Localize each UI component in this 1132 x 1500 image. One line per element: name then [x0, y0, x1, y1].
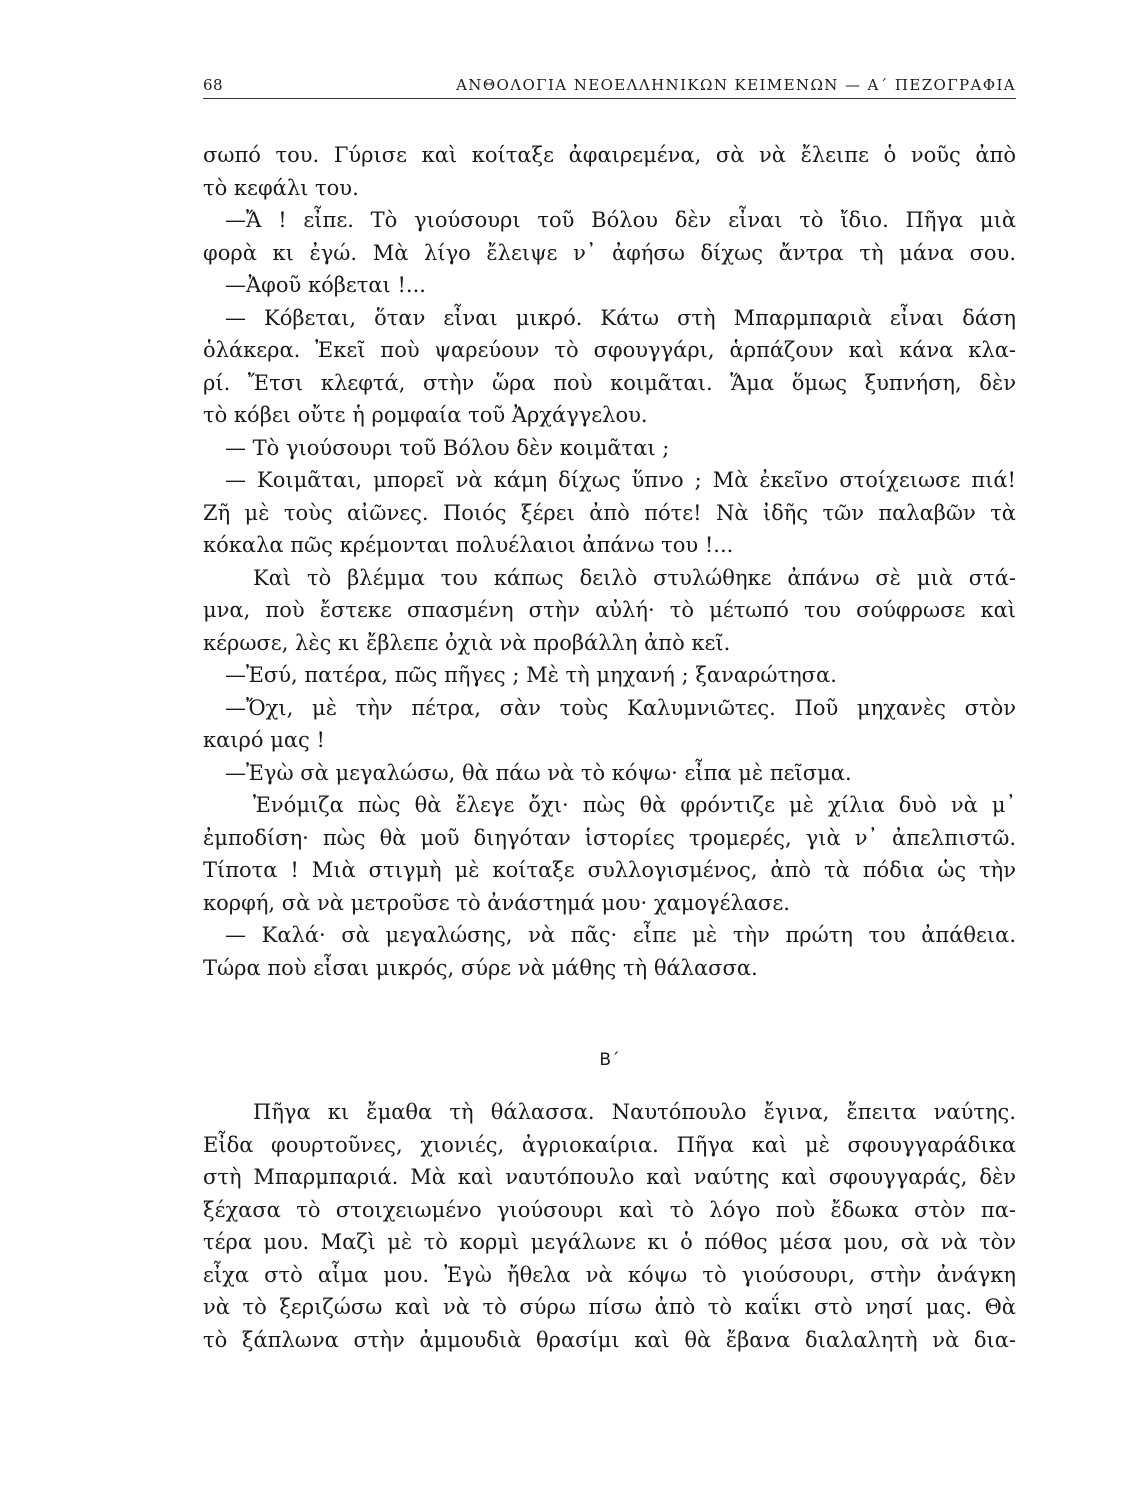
text-line: —Ἐγὼ σὰ μεγαλώσω, θὰ πάω νὰ τὸ κόψω· εἶπα μὲ πεῖσμα.	[225, 760, 852, 785]
text-line: τέρα μου. Μαζὶ μὲ τὸ κορμὶ μεγάλωνε κι ὁ πόθος μέσα μου, σὰ νὰ τὸν	[203, 1230, 1016, 1254]
text-line: ρί. Ἔτσι κλεφτά, στὴν ὥρα ποὺ κοιμᾶται. Ἅμα ὅμως ξυπνήση, δὲν	[203, 370, 1016, 395]
text-line: ὁλάκερα. Ἐκεῖ ποὺ ψαρεύουν τὸ σφουγγάρι, ἁρπάζουν καὶ κάνα κλα-	[203, 338, 1016, 362]
text-line: ἐμποδίση· πὼς θὰ μοῦ διηγόταν ἱστορίες τρομερές, γιὰ ν᾿ ἀπελπιστῶ.	[203, 825, 1016, 850]
text-line: Καὶ τὸ βλέμμα του κάπως δειλὸ στυλώθηκε ἀπάνω σὲ μιὰ στά-	[253, 565, 1016, 590]
text-line: σωπό του. Γύρισε καὶ κοίταξε ἀφαιρεμένα, σὰ νὰ ἔλειπε ὁ νοῦς ἀπὸ	[203, 143, 1016, 167]
text-line: —Ἀφοῦ κόβεται !...	[225, 273, 426, 297]
page-header	[203, 76, 1016, 99]
text-line: — Κόβεται, ὅταν εἶναι μικρό. Κάτω στὴ Μπαρμπαριὰ εἶναι δάση	[225, 305, 1016, 330]
text-line: ξέχασα τὸ στοιχειωμένο γιούσουρι καὶ τὸ λόγο ποὺ ἔδωκα στὸν πα-	[203, 1197, 1016, 1222]
text-line: Ζῆ μὲ τοὺς αἰῶνες. Ποιός ξέρει ἀπὸ πότε! Νὰ ἰδῆς τῶν παλαβῶν τὰ	[203, 500, 1016, 525]
text-line: τὸ κεφάλι του.	[203, 175, 359, 200]
text-line: — Καλά· σὰ μεγαλώσης, νὰ πᾶς· εἶπε μὲ τὴν πρώτη του ἀπάθεια.	[225, 923, 1016, 947]
text-line: —Ἄ ! εἶπε. Τὸ γιούσουρι τοῦ Βόλου δὲν εἶναι τὸ ἴδιο. Πῆγα μιὰ	[225, 208, 1016, 232]
text-line: μνα, ποὺ ἔστεκε σπασμένη στὴν αὐλή· τὸ μέτωπό του σούφρωσε καὶ	[203, 598, 1016, 622]
text-line: τὸ ξάπλωνα στὴν ἀμμουδιὰ θρασίμι καὶ θὰ ἔβανα διαλαλητὴ νὰ δια-	[203, 1327, 1016, 1352]
text-line: Ἐνόμιζα πὼς θὰ ἔλεγε ὄχι· πὼς θὰ φρόντιζε μὲ χίλια δυὸ νὰ μ᾿	[253, 793, 1016, 817]
section-heading: Β΄	[599, 1050, 620, 1070]
text-line: φορὰ κι ἐγώ. Μὰ λίγο ἔλειψε ν᾿ ἀφήσω δίχως ἄντρα τὴ μάνα σου.	[203, 240, 1016, 265]
text-line: τὸ κόβει οὔτε ἡ ρομφαία τοῦ Ἀρχάγγελου.	[203, 403, 648, 427]
text-line: Εἶδα φουρτοῦνες, χιονιές, ἀγριοκαίρια. Πῆγα καὶ μὲ σφουγγαράδικα	[203, 1132, 1016, 1157]
section-b-text	[203, 1096, 1016, 1356]
text-line: Πῆγα κι ἔμαθα τὴ θάλασσα. Ναυτόπουλο ἔγινα, ἔπειτα ναύτης.	[253, 1100, 1016, 1124]
text-line: Τώρα ποὺ εἶσαι μικρός, σύρε νὰ μάθης τὴ θάλασσα.	[203, 955, 758, 980]
text-line: κορφή, σὰ νὰ μετροῦσε τὸ ἀνάστημά μου· χαμογέλασε.	[203, 890, 790, 915]
text-line: —Ἐσύ, πατέρα, πῶς πῆγες ; Μὲ τὴ μηχανή ; ξαναρώτησα.	[225, 663, 837, 687]
section-a-text	[203, 139, 1016, 984]
page-number: 68	[203, 76, 224, 94]
text-line: κέρωσε, λὲς κι ἔβλεπε ὀχιὰ νὰ προβάλλη ἀπὸ κεῖ.	[203, 630, 731, 655]
text-line: εἶχα στὸ αἷμα μου. Ἐγὼ ἤθελα νὰ κόψω τὸ γιούσουρι, στὴν ἀνάγκη	[203, 1262, 1016, 1287]
text-line: —Ὄχι, μὲ τὴν πέτρα, σὰν τοὺς Καλυμνιῶτες. Ποῦ μηχανὲς στὸν	[225, 695, 1016, 720]
text-line: καιρό μας !	[203, 728, 325, 752]
running-title: ΑΝΘΟΛΟΓΙΑ ΝΕΟΕΛΛΗΝΙΚΩΝ ΚΕΙΜΕΝΩΝ — Α΄ ΠΕΖΟΓΡΑΦΙΑ	[456, 76, 1016, 94]
text-line: νὰ τὸ ξεριζώσω καὶ νὰ τὸ σύρω πίσω ἀπὸ τὸ καΐκι στὸ νησί μας. Θὰ	[203, 1295, 1016, 1319]
text-line: Τίποτα ! Μιὰ στιγμὴ μὲ κοίταξε συλλογισμένος, ἀπὸ τὰ πόδια ὡς τὴν	[203, 858, 1016, 882]
text-line: κόκαλα πῶς κρέμονται πολυέλαιοι ἀπάνω του !...	[203, 533, 734, 557]
text-line: — Κοιμᾶται, μπορεῖ νὰ κάμη δίχως ὕπνο ; Μὰ ἐκεῖνο στοίχειωσε πιά!	[225, 468, 1016, 492]
text-line: — Τὸ γιούσουρι τοῦ Βόλου δὲν κοιμᾶται ;	[225, 435, 670, 460]
text-line: στὴ Μπαρμπαριά. Μὰ καὶ ναυτόπουλο καὶ ναύτης καὶ σφουγγαράς, δὲν	[203, 1165, 1016, 1189]
